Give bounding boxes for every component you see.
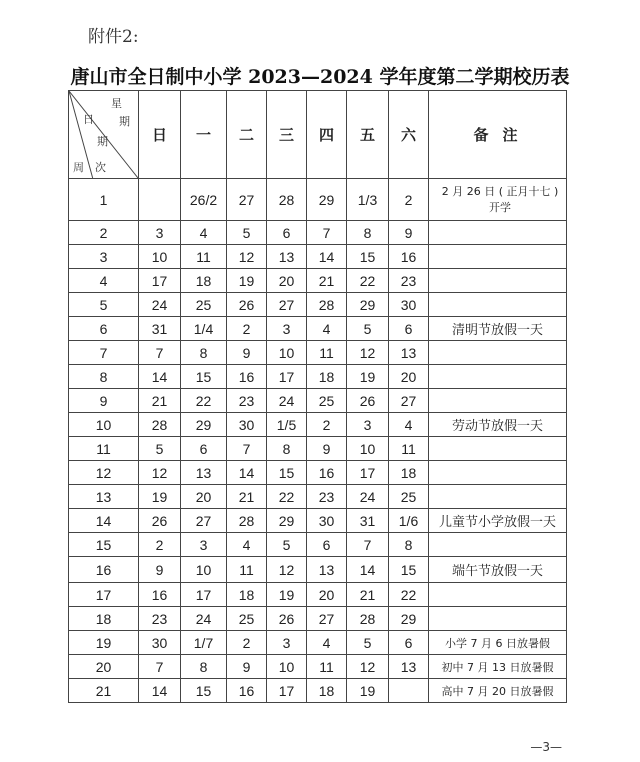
date-cell: 8	[181, 655, 227, 679]
date-cell: 11	[307, 341, 347, 365]
date-cell: 24	[139, 293, 181, 317]
date-cell: 19	[347, 365, 389, 389]
day-header: 日	[139, 91, 181, 179]
remark-cell	[429, 461, 567, 485]
date-cell: 4	[181, 221, 227, 245]
date-cell: 17	[181, 583, 227, 607]
day-header: 四	[307, 91, 347, 179]
date-cell: 15	[389, 557, 429, 583]
week-number-cell: 19	[69, 631, 139, 655]
remark-cell: 劳动节放假一天	[429, 413, 567, 437]
date-cell: 3	[267, 631, 307, 655]
date-cell: 26	[347, 389, 389, 413]
date-cell: 29	[389, 607, 429, 631]
date-cell: 20	[389, 365, 429, 389]
date-cell: 27	[389, 389, 429, 413]
date-cell: 25	[227, 607, 267, 631]
week-row	[69, 365, 567, 389]
date-cell: 27	[307, 607, 347, 631]
remark-cell	[429, 485, 567, 509]
date-cell: 20	[181, 485, 227, 509]
week-number-cell: 3	[69, 245, 139, 269]
date-cell: 3	[347, 413, 389, 437]
week-number-cell: 10	[69, 413, 139, 437]
date-cell: 18	[389, 461, 429, 485]
date-cell: 2	[227, 631, 267, 655]
week-row	[69, 221, 567, 245]
date-cell: 2	[227, 317, 267, 341]
date-cell: 7	[139, 341, 181, 365]
date-cell: 26	[267, 607, 307, 631]
date-cell: 19	[347, 679, 389, 703]
date-cell: 6	[389, 317, 429, 341]
date-cell: 15	[347, 245, 389, 269]
date-cell: 4	[307, 631, 347, 655]
date-cell: 13	[389, 341, 429, 365]
date-cell: 31	[347, 509, 389, 533]
date-cell: 25	[307, 389, 347, 413]
date-cell: 16	[139, 583, 181, 607]
date-cell: 17	[139, 269, 181, 293]
date-cell: 6	[181, 437, 227, 461]
week-row	[69, 485, 567, 509]
page-title: 唐山市全日制中小学 2023—2024 学年度第二学期校历表	[70, 66, 570, 88]
date-cell: 1/5	[267, 413, 307, 437]
week-number-cell: 15	[69, 533, 139, 557]
date-cell: 28	[347, 607, 389, 631]
calendar-body	[69, 179, 567, 703]
date-cell: 7	[307, 221, 347, 245]
remark-cell	[429, 293, 567, 317]
corner-label-ri: 日	[83, 113, 94, 126]
date-cell: 10	[181, 557, 227, 583]
date-cell: 9	[307, 437, 347, 461]
date-cell: 30	[139, 631, 181, 655]
date-cell: 16	[227, 365, 267, 389]
remark-cell	[429, 607, 567, 631]
date-cell: 12	[139, 461, 181, 485]
date-cell: 12	[347, 655, 389, 679]
header-row	[69, 91, 567, 179]
attachment-label: 附件2:	[88, 27, 139, 47]
date-cell: 24	[181, 607, 227, 631]
date-cell: 21	[307, 269, 347, 293]
date-cell: 3	[139, 221, 181, 245]
corner-label-zhou: 周	[73, 161, 84, 174]
date-cell: 12	[347, 341, 389, 365]
week-number-cell: 4	[69, 269, 139, 293]
date-cell: 23	[139, 607, 181, 631]
remark-cell	[429, 365, 567, 389]
date-cell: 7	[347, 533, 389, 557]
date-cell: 24	[347, 485, 389, 509]
remark-cell	[429, 583, 567, 607]
day-header: 三	[267, 91, 307, 179]
date-cell: 14	[307, 245, 347, 269]
date-cell: 7	[139, 655, 181, 679]
week-number-cell: 14	[69, 509, 139, 533]
date-cell: 3	[267, 317, 307, 341]
date-cell: 18	[307, 679, 347, 703]
date-cell: 2	[389, 179, 429, 221]
date-cell: 24	[267, 389, 307, 413]
date-cell: 15	[181, 679, 227, 703]
remark-cell	[429, 245, 567, 269]
date-cell: 22	[267, 485, 307, 509]
week-number-cell: 8	[69, 365, 139, 389]
week-number-cell: 18	[69, 607, 139, 631]
date-cell: 1/4	[181, 317, 227, 341]
corner-label-ci: 次	[95, 161, 106, 174]
week-row	[69, 293, 567, 317]
date-cell: 18	[227, 583, 267, 607]
date-cell: 15	[181, 365, 227, 389]
date-cell: 27	[227, 179, 267, 221]
date-cell: 9	[227, 655, 267, 679]
week-number-cell: 6	[69, 317, 139, 341]
date-cell: 28	[307, 293, 347, 317]
date-cell: 9	[139, 557, 181, 583]
date-cell: 22	[181, 389, 227, 413]
date-cell: 2	[139, 533, 181, 557]
week-number-cell: 17	[69, 583, 139, 607]
date-cell: 8	[347, 221, 389, 245]
remark-cell: 清明节放假一天	[429, 317, 567, 341]
remarks-header: 备注	[429, 91, 567, 179]
week-number-cell: 20	[69, 655, 139, 679]
date-cell: 6	[267, 221, 307, 245]
week-number-cell: 9	[69, 389, 139, 413]
date-cell: 30	[389, 293, 429, 317]
date-cell: 4	[227, 533, 267, 557]
week-row	[69, 413, 567, 437]
remark-cell: 小学 7 月 6 日放暑假	[429, 631, 567, 655]
date-cell: 1/6	[389, 509, 429, 533]
week-number-cell: 1	[69, 179, 139, 221]
date-cell: 7	[227, 437, 267, 461]
date-cell: 14	[227, 461, 267, 485]
date-cell: 13	[267, 245, 307, 269]
date-cell: 16	[389, 245, 429, 269]
day-header: 二	[227, 91, 267, 179]
date-cell: 5	[267, 533, 307, 557]
date-cell: 6	[389, 631, 429, 655]
date-cell: 26/2	[181, 179, 227, 221]
date-cell: 13	[181, 461, 227, 485]
date-cell: 27	[181, 509, 227, 533]
date-cell: 22	[389, 583, 429, 607]
corner-label-xing: 星	[111, 97, 122, 110]
date-cell: 5	[227, 221, 267, 245]
date-cell: 28	[227, 509, 267, 533]
date-cell: 21	[347, 583, 389, 607]
week-row	[69, 317, 567, 341]
date-cell: 19	[139, 485, 181, 509]
date-cell: 1/3	[347, 179, 389, 221]
date-cell: 16	[227, 679, 267, 703]
week-row	[69, 655, 567, 679]
date-cell: 27	[267, 293, 307, 317]
week-row	[69, 461, 567, 485]
date-cell: 23	[307, 485, 347, 509]
week-row	[69, 679, 567, 703]
remark-cell: 高中 7 月 20 日放暑假	[429, 679, 567, 703]
date-cell: 29	[307, 179, 347, 221]
date-cell	[389, 679, 429, 703]
week-number-cell: 11	[69, 437, 139, 461]
day-header: 一	[181, 91, 227, 179]
week-row	[69, 607, 567, 631]
date-cell: 4	[307, 317, 347, 341]
date-cell: 17	[267, 365, 307, 389]
date-cell: 17	[267, 679, 307, 703]
week-number-cell: 7	[69, 341, 139, 365]
remark-cell	[429, 221, 567, 245]
remark-cell	[429, 533, 567, 557]
date-cell: 10	[267, 655, 307, 679]
remark-cell: 端午节放假一天	[429, 557, 567, 583]
remark-cell: 儿童节小学放假一天	[429, 509, 567, 533]
day-header: 六	[389, 91, 429, 179]
date-cell: 9	[389, 221, 429, 245]
date-cell: 28	[139, 413, 181, 437]
remark-cell: 2 月 26 日 ( 正月十七 ) 开学	[429, 179, 567, 221]
week-row	[69, 389, 567, 413]
date-cell: 8	[181, 341, 227, 365]
date-cell: 13	[307, 557, 347, 583]
date-cell: 30	[227, 413, 267, 437]
remark-cell	[429, 437, 567, 461]
date-cell: 19	[227, 269, 267, 293]
date-cell: 14	[139, 679, 181, 703]
date-cell: 5	[139, 437, 181, 461]
week-row	[69, 179, 567, 221]
week-number-cell: 2	[69, 221, 139, 245]
week-row	[69, 437, 567, 461]
date-cell: 26	[139, 509, 181, 533]
date-cell: 29	[267, 509, 307, 533]
corner-label-qi2: 期	[97, 135, 108, 148]
date-cell: 15	[267, 461, 307, 485]
week-row	[69, 269, 567, 293]
date-cell: 5	[347, 317, 389, 341]
week-row	[69, 341, 567, 365]
date-cell: 8	[267, 437, 307, 461]
date-cell: 16	[307, 461, 347, 485]
week-row	[69, 509, 567, 533]
date-cell: 19	[267, 583, 307, 607]
remark-cell: 初中 7 月 13 日放暑假	[429, 655, 567, 679]
date-cell: 21	[227, 485, 267, 509]
date-cell: 12	[227, 245, 267, 269]
week-number-cell: 16	[69, 557, 139, 583]
date-cell: 11	[181, 245, 227, 269]
date-cell: 12	[267, 557, 307, 583]
date-cell: 20	[307, 583, 347, 607]
date-cell: 6	[307, 533, 347, 557]
week-row	[69, 557, 567, 583]
week-row	[69, 583, 567, 607]
date-cell: 3	[181, 533, 227, 557]
week-number-cell: 12	[69, 461, 139, 485]
date-cell: 11	[389, 437, 429, 461]
date-cell	[139, 179, 181, 221]
week-row	[69, 245, 567, 269]
day-header: 五	[347, 91, 389, 179]
date-cell: 18	[307, 365, 347, 389]
remark-cell	[429, 269, 567, 293]
date-cell: 11	[227, 557, 267, 583]
date-cell: 10	[347, 437, 389, 461]
date-cell: 26	[227, 293, 267, 317]
date-cell: 18	[181, 269, 227, 293]
week-row	[69, 631, 567, 655]
date-cell: 28	[267, 179, 307, 221]
date-cell: 25	[389, 485, 429, 509]
corner-header-cell	[69, 91, 139, 179]
date-cell: 23	[227, 389, 267, 413]
week-number-cell: 13	[69, 485, 139, 509]
date-cell: 2	[307, 413, 347, 437]
date-cell: 11	[307, 655, 347, 679]
date-cell: 10	[267, 341, 307, 365]
date-cell: 22	[347, 269, 389, 293]
remark-cell	[429, 341, 567, 365]
date-cell: 4	[389, 413, 429, 437]
week-number-cell: 5	[69, 293, 139, 317]
date-cell: 10	[139, 245, 181, 269]
date-cell: 21	[139, 389, 181, 413]
date-cell: 17	[347, 461, 389, 485]
page-number: —3—	[530, 740, 562, 754]
date-cell: 31	[139, 317, 181, 341]
date-cell: 13	[389, 655, 429, 679]
date-cell: 20	[267, 269, 307, 293]
date-cell: 25	[181, 293, 227, 317]
date-cell: 14	[139, 365, 181, 389]
week-row	[69, 533, 567, 557]
date-cell: 30	[307, 509, 347, 533]
date-cell: 29	[181, 413, 227, 437]
date-cell: 14	[347, 557, 389, 583]
date-cell: 9	[227, 341, 267, 365]
date-cell: 29	[347, 293, 389, 317]
date-cell: 8	[389, 533, 429, 557]
corner-label-qi1: 期	[119, 115, 130, 128]
remark-cell	[429, 389, 567, 413]
week-number-cell: 21	[69, 679, 139, 703]
date-cell: 5	[347, 631, 389, 655]
date-cell: 23	[389, 269, 429, 293]
date-cell: 1/7	[181, 631, 227, 655]
school-calendar-table	[68, 90, 567, 703]
